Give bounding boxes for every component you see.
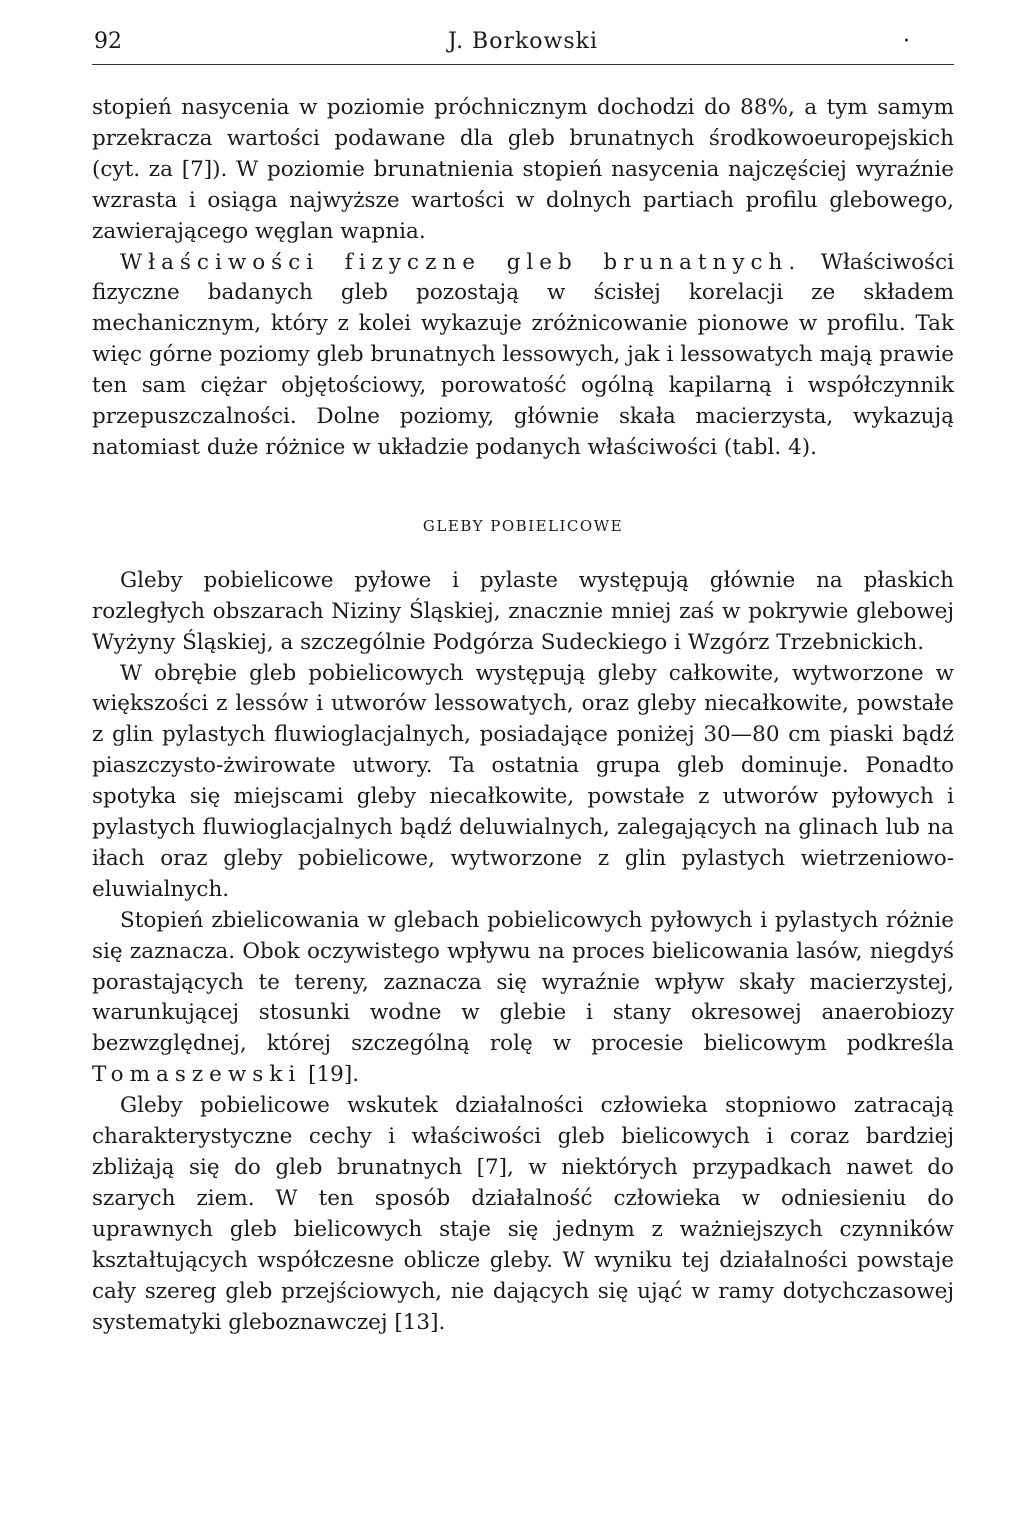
paragraph-occurrence: Gleby pobielicowe pyłowe i pylaste występują głównie na płaskich rozległych obszarach Niziny Śląskiej, znacznie mniej zaś w pokrywie glebowej Wyżyny Śląskiej, a szczególnie Podgórza Sudeckiego i Wzgórz Trzebnickich. [92,567,954,655]
paragraph-human-activity: Gleby pobielicowe wskutek działalności człowieka stopniowo zatracają charakterystyczne cechy i właściwości gleb bielicowych i coraz bardziej zbliżają się do gleb brunatnych [7], w niektórych przypadkach nawet do szarych ziem. W ten sposób działalność człowieka w odniesieniu do uprawnych gleb bielicowych staje się jednym z ważniejszych czynników kształtujących współczesne oblicze gleby. W wyniku tej działalności powstaje cały szereg gleb przejściowych, nie dających się ująć w ramy dotychczasowej systematyki gleboznawczej [13]. [92,1093,954,1335]
paragraph-podzolization-ref: [19]. [301,1062,360,1088]
section-heading: GLEBY POBIELICOWE [422,516,624,535]
body-text [92,93,954,1338]
cited-author-name: Tomaszewski [92,1062,302,1088]
paragraph-physical-properties-text: Właściwości fizyczne badanych gleb pozostają w ścisłej korelacji ze składem mechanicznym, który z kolei wykazuje zróżnicowanie pionowe w profilu. Tak więc górne poziomy gleb brunatnych lessowych, jak i lessowatych mają prawie ten sam ciężar objętościowy, porowatość ogólną kapilarną i współczynnik przepuszczalności. Dolne poziomy, głównie skała macierzysta, wykazują natomiast duże różnice w układzie podanych właściwości (tabl. 4). [92,249,954,460]
paragraph-podzolization-text: Stopień zbielicowania w glebach pobielicowych pyłowych i pylastych różnie się zaznacza. Obok oczywistego wpływu na proces bielicowania lasów, niegdyś porastających te tereny, zaznacza się wyraźnie wpływ skały macierzystej, warunkującej stosunki wodne w glebie i stany okresowej anaerobiozy bezwzględnej, której szczególną rolę w procesie bielicowym podkreśla [92,907,954,1057]
paragraph-saturation: stopień nasycenia w poziomie próchnicznym dochodzi do 88%, a tym samym przekracza wartości podawane dla gleb brunatnych środkowoeuropejskich (cyt. za [7]). W poziomie brunatnienia stopień nasycenia najczęściej wyraźnie wzrasta i osiąga najwyższe wartości w dolnych partiach profilu glebowego, zawierającego węglan wapnia. [92,95,954,244]
header-rule [92,64,954,65]
paragraph-types: W obrębie gleb pobielicowych występują gleby całkowite, wytworzone w większości z lessów i utworów lessowatych, oraz gleby niecałkowite, powstałe z glin pylastych fluwioglacjalnych, posiadające poniżej 30—80 cm piaski bądź piaszczysto-żwirowate utwory. Ta ostatnia grupa gleb dominuje. Ponadto spotyka się miejscami gleby niecałkowite, powstałe z utworów pyłowych i pylastych fluwioglacjalnych bądź deluwialnych, zalegających na glinach lub na iłach oraz gleby pobielicowe, wytworzone z glin pylastych wietrzeniowo-eluwialnych. [92,660,954,902]
spaced-subheading: Właściwości fizyczne gleb brunatnych. [120,249,802,275]
paragraph-podzolization [92,906,954,1091]
page-number: 92 [94,29,122,54]
page [92,22,954,1338]
running-header [92,22,954,62]
header-dot: · [903,29,910,54]
running-head-author: J. Borkowski [447,29,599,54]
paragraph-physical-properties [92,248,954,464]
